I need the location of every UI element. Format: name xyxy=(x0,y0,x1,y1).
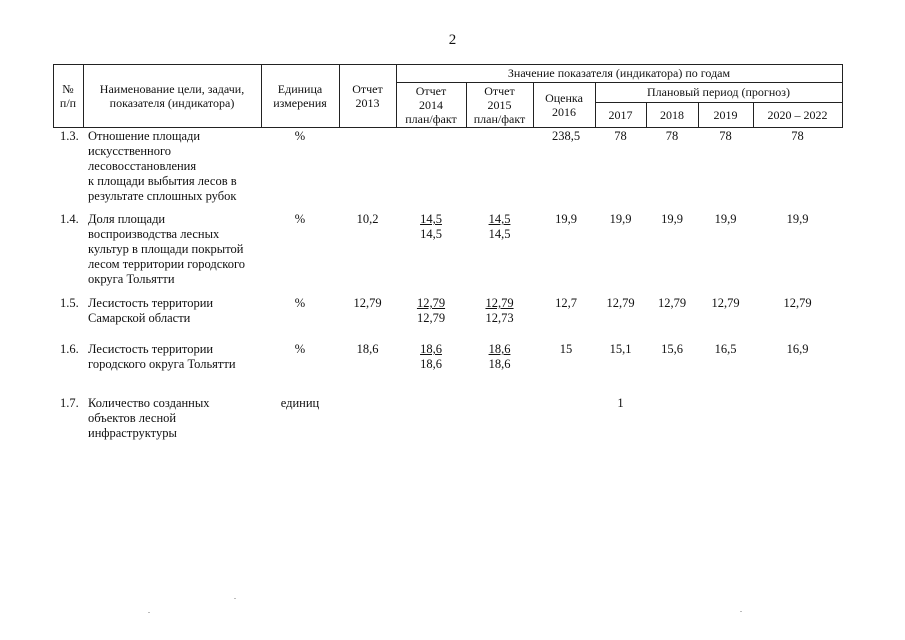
unit-cell: единиц xyxy=(280,396,320,410)
unit-cell: % xyxy=(294,129,306,143)
value-2017: 15,1 xyxy=(609,342,632,356)
value-2013: 18,6 xyxy=(356,342,379,356)
col-header-2020-2022: 2020 – 2022 xyxy=(767,107,828,122)
row-number: 1.3. xyxy=(60,129,79,143)
col-header-2015: Отчет 2015 план/факт xyxy=(473,84,526,126)
indicator-name: Лесистость территории Самарской области xyxy=(88,296,214,325)
col-header-2013: Отчет 2013 xyxy=(352,82,383,110)
value-2018: 12,79 xyxy=(657,296,687,310)
unit-cell: % xyxy=(294,342,306,356)
value-2016: 12,7 xyxy=(555,296,577,310)
value-2015-fact: 14,5 xyxy=(488,227,511,241)
col-header-unit: Единица измерения xyxy=(273,82,327,110)
indicator-name: Лесистость территории городского округа Тольятти xyxy=(88,342,236,371)
value-2014-plan-fact xyxy=(396,212,466,242)
col-header-2018: 2018 xyxy=(660,107,684,122)
col-header-name: Наименование цели, задачи, показателя (индикатора) xyxy=(99,82,245,110)
value-2020-2022: 19,9 xyxy=(786,212,809,226)
value-2016: 15 xyxy=(559,342,573,356)
value-2015-plan: 18,6 xyxy=(488,342,511,356)
value-2019: 12,79 xyxy=(711,296,740,310)
value-2013: 12,79 xyxy=(353,296,382,310)
value-2015-plan: 12,79 xyxy=(485,296,514,310)
value-2020-2022: 16,9 xyxy=(786,342,809,356)
value-2019: 19,9 xyxy=(714,212,737,226)
value-2015-plan: 14,5 xyxy=(488,212,511,226)
indicator-name: Отношение площади искусственного лесовосстановления к площади выбытия лесов в результате сплошных рубок xyxy=(88,129,237,203)
row-number: 1.4. xyxy=(60,212,79,226)
value-2014-plan-fact xyxy=(396,296,466,326)
row-number: 1.5. xyxy=(60,296,79,310)
col-header-2016: Оценка 2016 xyxy=(545,91,583,119)
indicator-name: Количество созданных объектов лесной инфраструктуры xyxy=(88,396,210,440)
value-2018: 15,6 xyxy=(661,342,683,356)
value-2017: 19,9 xyxy=(609,212,632,226)
value-2014-fact: 14,5 xyxy=(420,227,442,241)
group-header-plan-period: Плановый период (прогноз) xyxy=(647,85,790,99)
value-2018: 19,9 xyxy=(661,212,683,226)
value-2015-plan-fact xyxy=(466,296,533,326)
unit-cell: % xyxy=(294,296,306,310)
indicator-name: Доля площади воспроизводства лесных культур в площади покрытой лесом территории городского округа Тольятти xyxy=(88,212,246,286)
value-2019: 16,5 xyxy=(714,342,737,356)
group-header-values: Значение показателя (индикатора) по годам xyxy=(507,66,731,80)
value-2014-fact: 18,6 xyxy=(420,357,442,371)
value-2015-plan-fact xyxy=(466,342,533,372)
value-2017: 12,79 xyxy=(606,296,635,310)
value-2017: 78 xyxy=(614,129,627,143)
col-header-2019: 2019 xyxy=(713,107,738,122)
value-2015-plan-fact xyxy=(466,212,533,242)
col-header-2017: 2017 xyxy=(608,107,633,122)
col-header-number: № п/п xyxy=(59,82,77,110)
value-2014-plan: 14,5 xyxy=(420,212,442,226)
value-2017: 1 xyxy=(617,396,624,410)
col-header-2014: Отчет 2014 план/факт xyxy=(405,84,457,126)
unit-cell: % xyxy=(294,212,306,226)
value-2015-fact: 18,6 xyxy=(488,357,511,371)
value-2014-plan-fact xyxy=(396,342,466,372)
page-number: 2 xyxy=(448,32,457,48)
scan-speck xyxy=(148,612,150,613)
row-number: 1.6. xyxy=(60,342,79,356)
value-2020-2022: 12,79 xyxy=(783,296,812,310)
value-2020-2022: 78 xyxy=(791,129,804,143)
value-2014-plan: 18,6 xyxy=(420,342,442,356)
value-2019: 78 xyxy=(719,129,732,143)
value-2016: 238,5 xyxy=(551,129,581,143)
scan-speck xyxy=(740,611,742,612)
value-2016: 19,9 xyxy=(555,212,577,226)
scan-speck xyxy=(234,598,236,599)
row-number: 1.7. xyxy=(60,396,79,410)
value-2015-fact: 12,73 xyxy=(485,311,514,325)
value-2018: 78 xyxy=(665,129,679,143)
value-2014-fact: 12,79 xyxy=(416,311,446,325)
value-2013: 10,2 xyxy=(356,212,379,226)
value-2014-plan: 12,79 xyxy=(416,296,446,310)
